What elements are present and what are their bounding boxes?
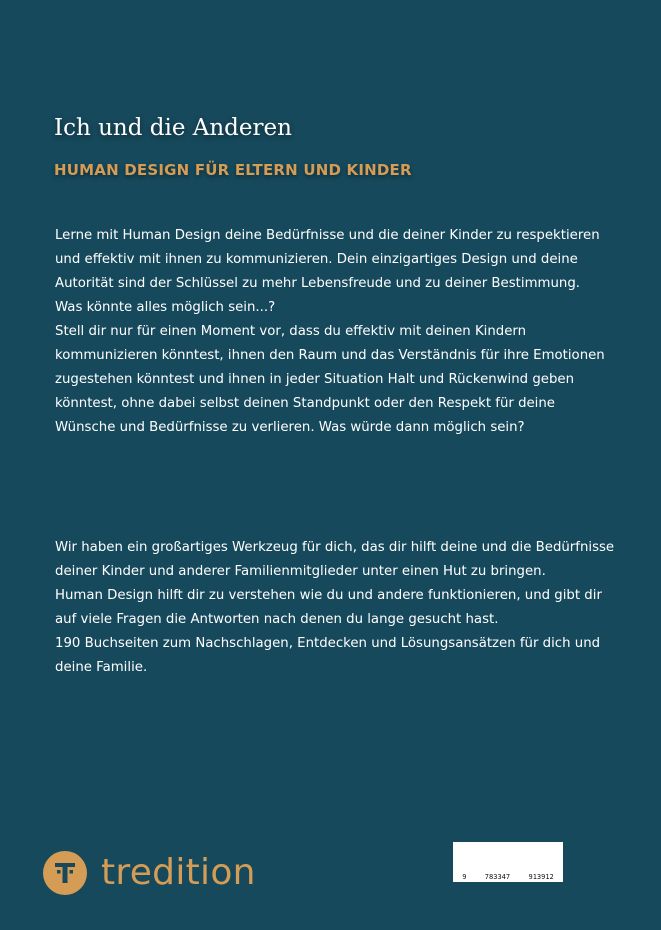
blurb-paragraph-2: Wir haben ein großartiges Werkzeug für dich, das dir hilft deine und die Bedürfnisse deiner Kinder und anderer Familienmitglieder unter einen Hut zu bringen. Human Design hilft dir zu verstehen wie du und andere funktionieren, und gibt dir auf viele Fragen die Antworten nach denen du lange gesucht hast. 190 Buchseiten zum Nachschlagen, Entdecken und Lösungsansätzen für dich und deine Familie. xyxy=(55,540,615,675)
blurb-section-2 xyxy=(55,536,615,680)
tredition-logo-icon xyxy=(43,851,87,895)
publisher-name: tredition xyxy=(101,852,256,893)
book-title: Ich und die Anderen xyxy=(54,115,292,141)
barcode-digit-group-2: 913912 xyxy=(528,873,554,881)
barcode-digits xyxy=(453,873,563,881)
barcode-digit-prefix: 9 xyxy=(462,873,467,881)
barcode-digit-group-1: 783347 xyxy=(484,873,511,881)
isbn-barcode xyxy=(453,842,563,882)
blurb-paragraph-1: Lerne mit Human Design deine Bedürfnisse und die deiner Kinder zu respektieren und effektiv mit ihnen zu kommunizieren. Dein einzigartiges Design und deine Autorität sind der Schlüssel zu mehr Lebensfreude und zu deiner Bestimmung. Was könnte alles möglich sein...? Stell dir nur für einen Moment vor, dass du effektiv mit deinen Kindern kommunizieren könntest, ihnen den Raum und das Verständnis für ihre Emotionen zugestehen könntest und ihnen in jeder Situation Halt und Rückenwind geben könntest, ohne dabei selbst deinen Standpunkt oder den Respekt für deine Wünsche und Bedürfnisse zu verlieren. Was würde dann möglich sein? xyxy=(55,228,605,435)
blurb-section-1 xyxy=(55,224,615,440)
barcode-bars xyxy=(460,844,556,872)
book-subtitle: HUMAN DESIGN FÜR ELTERN UND KINDER xyxy=(54,161,412,179)
publisher-logo xyxy=(43,850,256,896)
